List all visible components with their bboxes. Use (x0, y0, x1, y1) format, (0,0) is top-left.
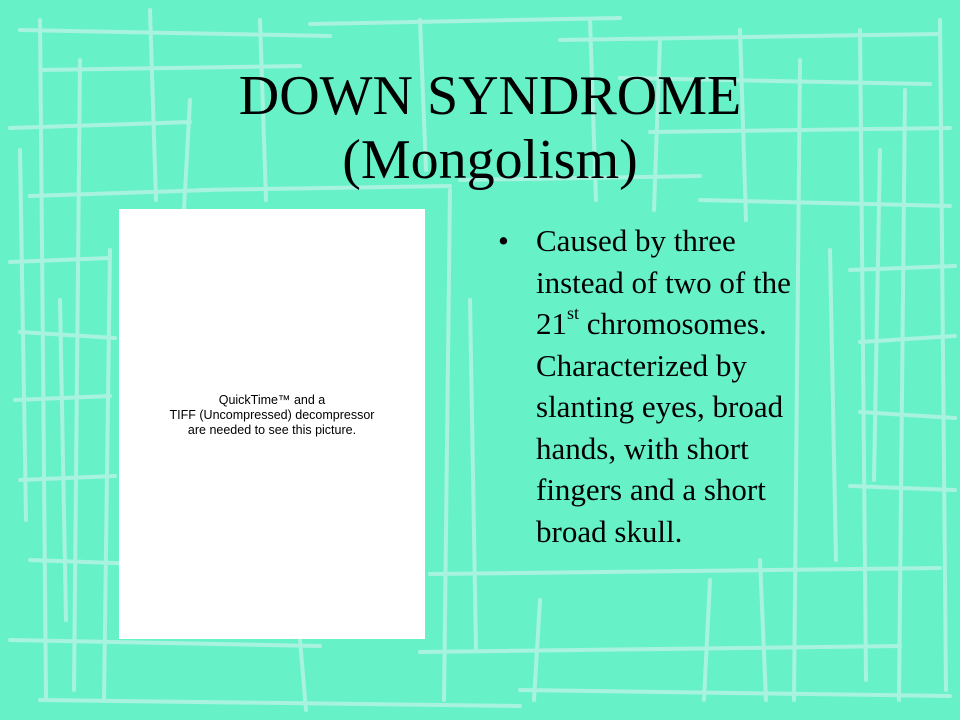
background-line (940, 20, 946, 690)
background-line (420, 646, 900, 652)
background-line (10, 122, 190, 128)
title-line-2: (Mongolism) (342, 129, 638, 191)
bullet-line-1: Caused by three (536, 223, 736, 258)
background-line (10, 640, 320, 646)
background-line (560, 34, 940, 40)
bullet-line-6: hands, with short (536, 430, 749, 466)
background-line (40, 700, 520, 706)
quicktime-message-line-1: QuickTime™ and a (218, 393, 326, 407)
background-line (60, 300, 66, 620)
background-line (300, 640, 306, 710)
background-line (899, 90, 905, 700)
bullet-line-7: fingers and a short (536, 472, 766, 507)
background-line (704, 580, 710, 700)
bullet-list (494, 220, 894, 552)
bullet-dot-icon: • (498, 223, 509, 258)
background-line (470, 300, 476, 650)
background-line (310, 18, 620, 24)
quicktime-message (119, 393, 425, 438)
background-line (10, 258, 110, 262)
bullet-line-4: Characterized by (536, 347, 747, 383)
ordinal-suffix: st (567, 303, 580, 323)
background-line (20, 150, 26, 520)
quicktime-message-line-2: TIFF (Uncompressed) decompressor (169, 408, 375, 422)
quicktime-message-line-3: are needed to see this picture. (187, 423, 357, 437)
background-line (74, 60, 80, 690)
slide-title (180, 64, 800, 192)
background-line (150, 10, 156, 200)
bullet-text (536, 220, 894, 552)
background-line (40, 20, 46, 700)
bullet-line-2: instead of two of the (536, 264, 791, 300)
bullet-line-8: broad skull. (536, 513, 683, 549)
background-line (520, 690, 950, 696)
background-line (444, 190, 450, 700)
title-line-1: DOWN SYNDROME (238, 65, 742, 127)
background-line (20, 332, 115, 338)
bullet-line-5: slanting eyes, broad (536, 389, 784, 424)
background-line (20, 476, 115, 480)
bullet-line-3-rest: chromosomes. (579, 306, 767, 341)
background-line (760, 560, 766, 700)
bullet-item (494, 220, 894, 552)
picture-placeholder (119, 209, 425, 639)
bullet-line-3 (536, 303, 894, 345)
background-line (700, 200, 950, 206)
ordinal-number: 21 (536, 306, 567, 341)
background-line (20, 30, 330, 36)
